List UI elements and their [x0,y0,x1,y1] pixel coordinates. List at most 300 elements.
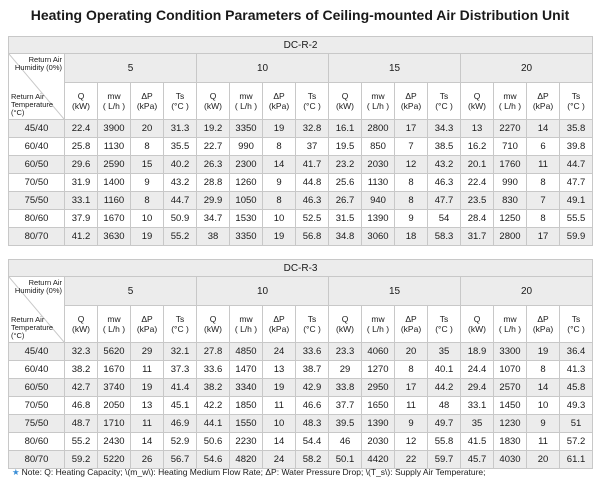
table-cell: 29.6 [65,156,98,174]
column-label-line1: Q [209,91,217,101]
table-cell: 44.2 [428,379,461,397]
column-label [560,83,593,120]
table-cell: 37.7 [329,397,362,415]
table-cell: 1230 [494,415,527,433]
column-label [65,83,98,120]
table-cell: 46.3 [296,192,329,210]
column-label-line2: (°C ) [567,324,585,334]
column-label-line1: Ts [571,314,581,324]
table-cell: 18 [395,228,428,246]
table-cell: 46.8 [65,397,98,415]
table-cell: 32.8 [296,120,329,138]
row-temperature: 75/50 [9,415,65,433]
table-cell: 20 [395,343,428,361]
column-label [263,83,296,120]
table-cell: 55.2 [164,228,197,246]
table-cell: 1270 [362,361,395,379]
column-label-line2: (kPa) [268,324,290,334]
model-header-row [9,37,593,54]
column-label-line2: (°C ) [435,324,453,334]
column-label-line1: ΔP [273,314,285,324]
table-cell: 37.3 [164,361,197,379]
row-temperature: 70/50 [9,397,65,415]
table-cell: 4420 [362,451,395,469]
table-row [9,120,593,138]
table-cell: 9 [263,174,296,192]
table-cell: 25.8 [65,138,98,156]
table-cell: 13 [461,120,494,138]
table-row [9,361,593,379]
table-cell: 43.2 [428,156,461,174]
table-cell: 59.2 [65,451,98,469]
column-label [461,306,494,343]
humidity-group-20: 20 [461,277,593,306]
table-cell: 940 [362,192,395,210]
table-cell: 59.7 [428,451,461,469]
table-cell: 59.9 [560,228,593,246]
table-cell: 1260 [230,174,263,192]
row-temperature: 75/50 [9,192,65,210]
column-label [98,83,131,120]
table-cell: 61.1 [560,451,593,469]
model-name: DC-R-3 [9,260,593,277]
column-label [560,306,593,343]
table-cell: 3340 [230,379,263,397]
column-label [230,306,263,343]
column-label-line1: Q [77,91,85,101]
table-cell: 10 [263,210,296,228]
table-cell: 34.7 [197,210,230,228]
table-cell: 29.9 [197,192,230,210]
table-cell: 1400 [98,174,131,192]
table-cell: 33.1 [65,192,98,210]
table-cell: 41.3 [560,361,593,379]
table-row [9,415,593,433]
column-label-line1: Q [77,314,85,324]
table-cell: 46.6 [296,397,329,415]
table-cell: 56.8 [296,228,329,246]
table-cell: 19 [527,343,560,361]
table-cell: 46.9 [164,415,197,433]
table-cell: 17 [395,120,428,138]
table-cell: 11 [131,361,164,379]
table-cell: 28.8 [197,174,230,192]
table-cell: 16.2 [461,138,494,156]
table-row [9,138,593,156]
table-cell: 2800 [362,120,395,138]
column-label-line2: (kPa) [268,101,290,111]
row-temperature: 80/70 [9,451,65,469]
column-label-line2: (kW) [204,324,222,334]
table-cell: 10 [131,210,164,228]
column-label-line2: (°C ) [303,324,321,334]
column-label [131,83,164,120]
table-cell: 46 [329,433,362,451]
table-cell: 14 [263,156,296,174]
table-cell: 1470 [230,361,263,379]
table-cell: 23.3 [329,343,362,361]
table-cell: 7 [395,138,428,156]
table-cell: 10 [527,397,560,415]
column-label-line1: Ts [175,314,185,324]
table-cell: 19 [131,228,164,246]
column-label-line1: ΔP [273,91,285,101]
corner-humidity-label: Return Air Humidity (0%) [14,55,62,72]
table-cell: 22.7 [197,138,230,156]
table-cell: 8 [527,361,560,379]
table-cell: 34.3 [428,120,461,138]
table-cell: 38.5 [428,138,461,156]
table-cell: 5220 [98,451,131,469]
column-label-line2: (°C ) [171,324,189,334]
column-label-line2: ( L/h ) [498,101,522,111]
table-cell: 4850 [230,343,263,361]
table-cell: 14 [131,433,164,451]
table-cell: 18.9 [461,343,494,361]
table-cell: 50.9 [164,210,197,228]
table-cell: 1550 [230,415,263,433]
table-cell: 45.7 [461,451,494,469]
table-cell: 8 [263,138,296,156]
column-label-line2: (kPa) [136,101,158,111]
column-label-line1: mw [503,91,517,101]
table-cell: 2800 [494,228,527,246]
table-cell: 1850 [230,397,263,415]
table-cell: 36.4 [560,343,593,361]
table-cell: 37.9 [65,210,98,228]
table-cell: 3350 [230,228,263,246]
table-cell: 9 [527,415,560,433]
table-row [9,174,593,192]
column-label-line2: ( L/h ) [366,101,390,111]
table-cell: 23.2 [329,156,362,174]
column-label-line1: ΔP [141,314,153,324]
table-cell: 22.4 [461,174,494,192]
column-label-line1: Ts [175,91,185,101]
column-label [461,83,494,120]
column-label-line2: (kPa) [532,324,554,334]
column-label-line1: mw [239,314,253,324]
table-cell: 1390 [362,415,395,433]
table-cell: 25.6 [329,174,362,192]
column-label-line2: (kW) [336,324,354,334]
table-cell: 13 [263,361,296,379]
table-cell: 22.4 [65,120,98,138]
table-cell: 35 [461,415,494,433]
row-temperature: 80/70 [9,228,65,246]
table-cell: 1830 [494,433,527,451]
row-temperature: 45/40 [9,120,65,138]
humidity-group-10: 10 [197,54,329,83]
table-cell: 990 [230,138,263,156]
table-cell: 29.4 [461,379,494,397]
footnote [12,467,486,478]
table-cell: 12 [395,156,428,174]
table-cell: 17 [527,228,560,246]
table-cell: 16.1 [329,120,362,138]
row-temperature: 80/60 [9,210,65,228]
table-cell: 31.9 [65,174,98,192]
table-cell: 37 [296,138,329,156]
column-label-line2: (kW) [336,101,354,111]
table-cell: 1050 [230,192,263,210]
table-cell: 9 [395,415,428,433]
column-label-line2: (kPa) [136,324,158,334]
table-cell: 34.8 [329,228,362,246]
table-cell: 57.2 [560,433,593,451]
column-label-line2: (kW) [72,324,90,334]
column-label-line1: ΔP [537,314,549,324]
table-cell: 830 [494,192,527,210]
table-cell: 40.1 [428,361,461,379]
table-cell: 54.4 [296,433,329,451]
humidity-group-row [9,54,593,83]
table-cell: 1530 [230,210,263,228]
column-label [197,306,230,343]
table-cell: 11 [263,397,296,415]
table-cell: 28.4 [461,210,494,228]
table-cell: 710 [494,138,527,156]
column-label-line2: (°C ) [567,101,585,111]
table-cell: 35.8 [560,120,593,138]
table-cell: 1450 [494,397,527,415]
humidity-group-20: 20 [461,54,593,83]
column-label [362,83,395,120]
table-cell: 24.4 [461,361,494,379]
column-label-line1: Q [341,91,349,101]
column-label-line2: (kPa) [532,101,554,111]
table-cell: 8 [527,174,560,192]
table-cell: 33.6 [296,343,329,361]
column-label-line2: ( L/h ) [366,324,390,334]
table-cell: 1250 [494,210,527,228]
table-cell: 47.7 [560,174,593,192]
table-cell: 850 [362,138,395,156]
table-cell: 41.2 [65,228,98,246]
table-cell: 20 [527,451,560,469]
table-cell: 5620 [98,343,131,361]
table-cell: 3900 [98,120,131,138]
column-label [329,83,362,120]
table-cell: 41.4 [164,379,197,397]
column-label [98,306,131,343]
column-label-line2: (°C ) [435,101,453,111]
model-header-row [9,260,593,277]
table-cell: 11 [395,397,428,415]
column-label-line1: mw [107,91,121,101]
column-label [296,83,329,120]
table-cell: 49.7 [428,415,461,433]
column-label [428,306,461,343]
column-label [527,83,560,120]
table-cell: 41.5 [461,433,494,451]
table-cell: 19 [263,228,296,246]
table-row [9,156,593,174]
parameter-table-dc-r-3 [8,259,593,469]
row-temperature: 80/60 [9,433,65,451]
table-cell: 48.3 [296,415,329,433]
column-label-row [9,306,593,343]
table-cell: 1070 [494,361,527,379]
table-row [9,192,593,210]
column-label [65,306,98,343]
table-cell: 19.2 [197,120,230,138]
table-cell: 11 [131,415,164,433]
table-cell: 1760 [494,156,527,174]
table-cell: 2230 [230,433,263,451]
table-cell: 14 [527,120,560,138]
model-name: DC-R-2 [9,37,593,54]
table-cell: 8 [395,174,428,192]
column-label-line2: (kW) [204,101,222,111]
table-cell: 9 [131,174,164,192]
column-label-line2: ( L/h ) [234,324,258,334]
table-cell: 19 [263,120,296,138]
table-cell: 35 [428,343,461,361]
row-temperature: 60/50 [9,156,65,174]
table-cell: 14 [527,379,560,397]
table-cell: 33.8 [329,379,362,397]
table-row [9,228,593,246]
column-label-line1: Ts [307,314,317,324]
table-cell: 41.7 [296,156,329,174]
table-cell: 40.2 [164,156,197,174]
table-cell: 19 [131,379,164,397]
column-label [263,306,296,343]
table-cell: 7 [527,192,560,210]
table-cell: 14 [263,433,296,451]
table-cell: 990 [494,174,527,192]
document-title: Heating Operating Condition Parameters of Ceiling-mounted Air Distribution Unit [30,7,570,23]
corner-humidity-label: Return Air Humidity (0%) [14,278,62,295]
table-cell: 1130 [362,174,395,192]
table-cell: 17 [395,379,428,397]
table-cell: 8 [131,138,164,156]
table-cell: 52.9 [164,433,197,451]
table-cell: 46.3 [428,174,461,192]
column-label-line2: ( L/h ) [498,324,522,334]
table-cell: 4820 [230,451,263,469]
table-cell: 27.8 [197,343,230,361]
table-cell: 9 [395,210,428,228]
column-label [362,306,395,343]
column-label-row [9,83,593,120]
table-cell: 8 [263,192,296,210]
table-cell: 3630 [98,228,131,246]
table-cell: 1670 [98,210,131,228]
column-label [428,83,461,120]
table-cell: 1390 [362,210,395,228]
table-cell: 48 [428,397,461,415]
table-cell: 55.2 [65,433,98,451]
table-row [9,210,593,228]
table-cell: 45.8 [560,379,593,397]
table-cell: 35.5 [164,138,197,156]
table-cell: 44.8 [296,174,329,192]
table-cell: 38 [197,228,230,246]
table-cell: 43.2 [164,174,197,192]
table-cell: 32.3 [65,343,98,361]
table-row [9,451,593,469]
column-label-line1: Ts [571,91,581,101]
column-label-line1: ΔP [141,91,153,101]
table-cell: 1670 [98,361,131,379]
table-cell: 49.3 [560,397,593,415]
table-cell: 50.6 [197,433,230,451]
table-cell: 31.7 [461,228,494,246]
table-cell: 15 [131,156,164,174]
table-cell: 8 [395,192,428,210]
table-cell: 13 [131,397,164,415]
row-temperature: 70/50 [9,174,65,192]
column-label-line2: (°C ) [171,101,189,111]
table-cell: 39.8 [560,138,593,156]
table-cell: 52.5 [296,210,329,228]
row-temperature: 60/40 [9,361,65,379]
table-cell: 58.3 [428,228,461,246]
footnote-text: Note: Q: Heating Capacity; \(m_w\): Heating Medium Flow Rate; ΔP: Water Pressure Drop; \(T_s\): Supply Air Temperature; [21,467,486,477]
table-cell: 24 [263,343,296,361]
column-label-line2: (kW) [468,101,486,111]
table-cell: 1130 [98,138,131,156]
table-cell: 45.1 [164,397,197,415]
column-label-line1: Ts [307,91,317,101]
table-cell: 39.5 [329,415,362,433]
humidity-group-15: 15 [329,277,461,306]
table-cell: 42.2 [197,397,230,415]
column-label-line2: ( L/h ) [234,101,258,111]
column-label-line1: mw [371,314,385,324]
header-corner [9,54,65,120]
column-label-line2: (°C ) [303,101,321,111]
table-cell: 11 [527,433,560,451]
row-temperature: 45/40 [9,343,65,361]
table-cell: 19.5 [329,138,362,156]
table-cell: 8 [395,361,428,379]
column-label-line2: ( L/h ) [102,101,126,111]
table-cell: 49.1 [560,192,593,210]
column-label-line1: mw [503,314,517,324]
table-cell: 29 [329,361,362,379]
table-cell: 2050 [98,397,131,415]
humidity-group-row [9,277,593,306]
column-label [329,306,362,343]
table-cell: 42.7 [65,379,98,397]
column-label-line1: Ts [439,314,449,324]
table-cell: 8 [527,210,560,228]
table-cell: 50.1 [329,451,362,469]
humidity-group-10: 10 [197,277,329,306]
table-cell: 51 [560,415,593,433]
table-cell: 4030 [494,451,527,469]
column-label-line1: Q [473,314,481,324]
column-label [197,83,230,120]
column-label [296,306,329,343]
table-cell: 3300 [494,343,527,361]
column-label-line2: (kW) [72,101,90,111]
table-cell: 38.2 [197,379,230,397]
row-temperature: 60/40 [9,138,65,156]
table-row [9,397,593,415]
column-label-line2: (kPa) [400,324,422,334]
table-cell: 26.3 [197,156,230,174]
table-cell: 1650 [362,397,395,415]
table-cell: 33.6 [197,361,230,379]
column-label-line1: Q [209,314,217,324]
humidity-group-15: 15 [329,54,461,83]
star-icon: ★ [12,467,20,477]
column-label [395,83,428,120]
